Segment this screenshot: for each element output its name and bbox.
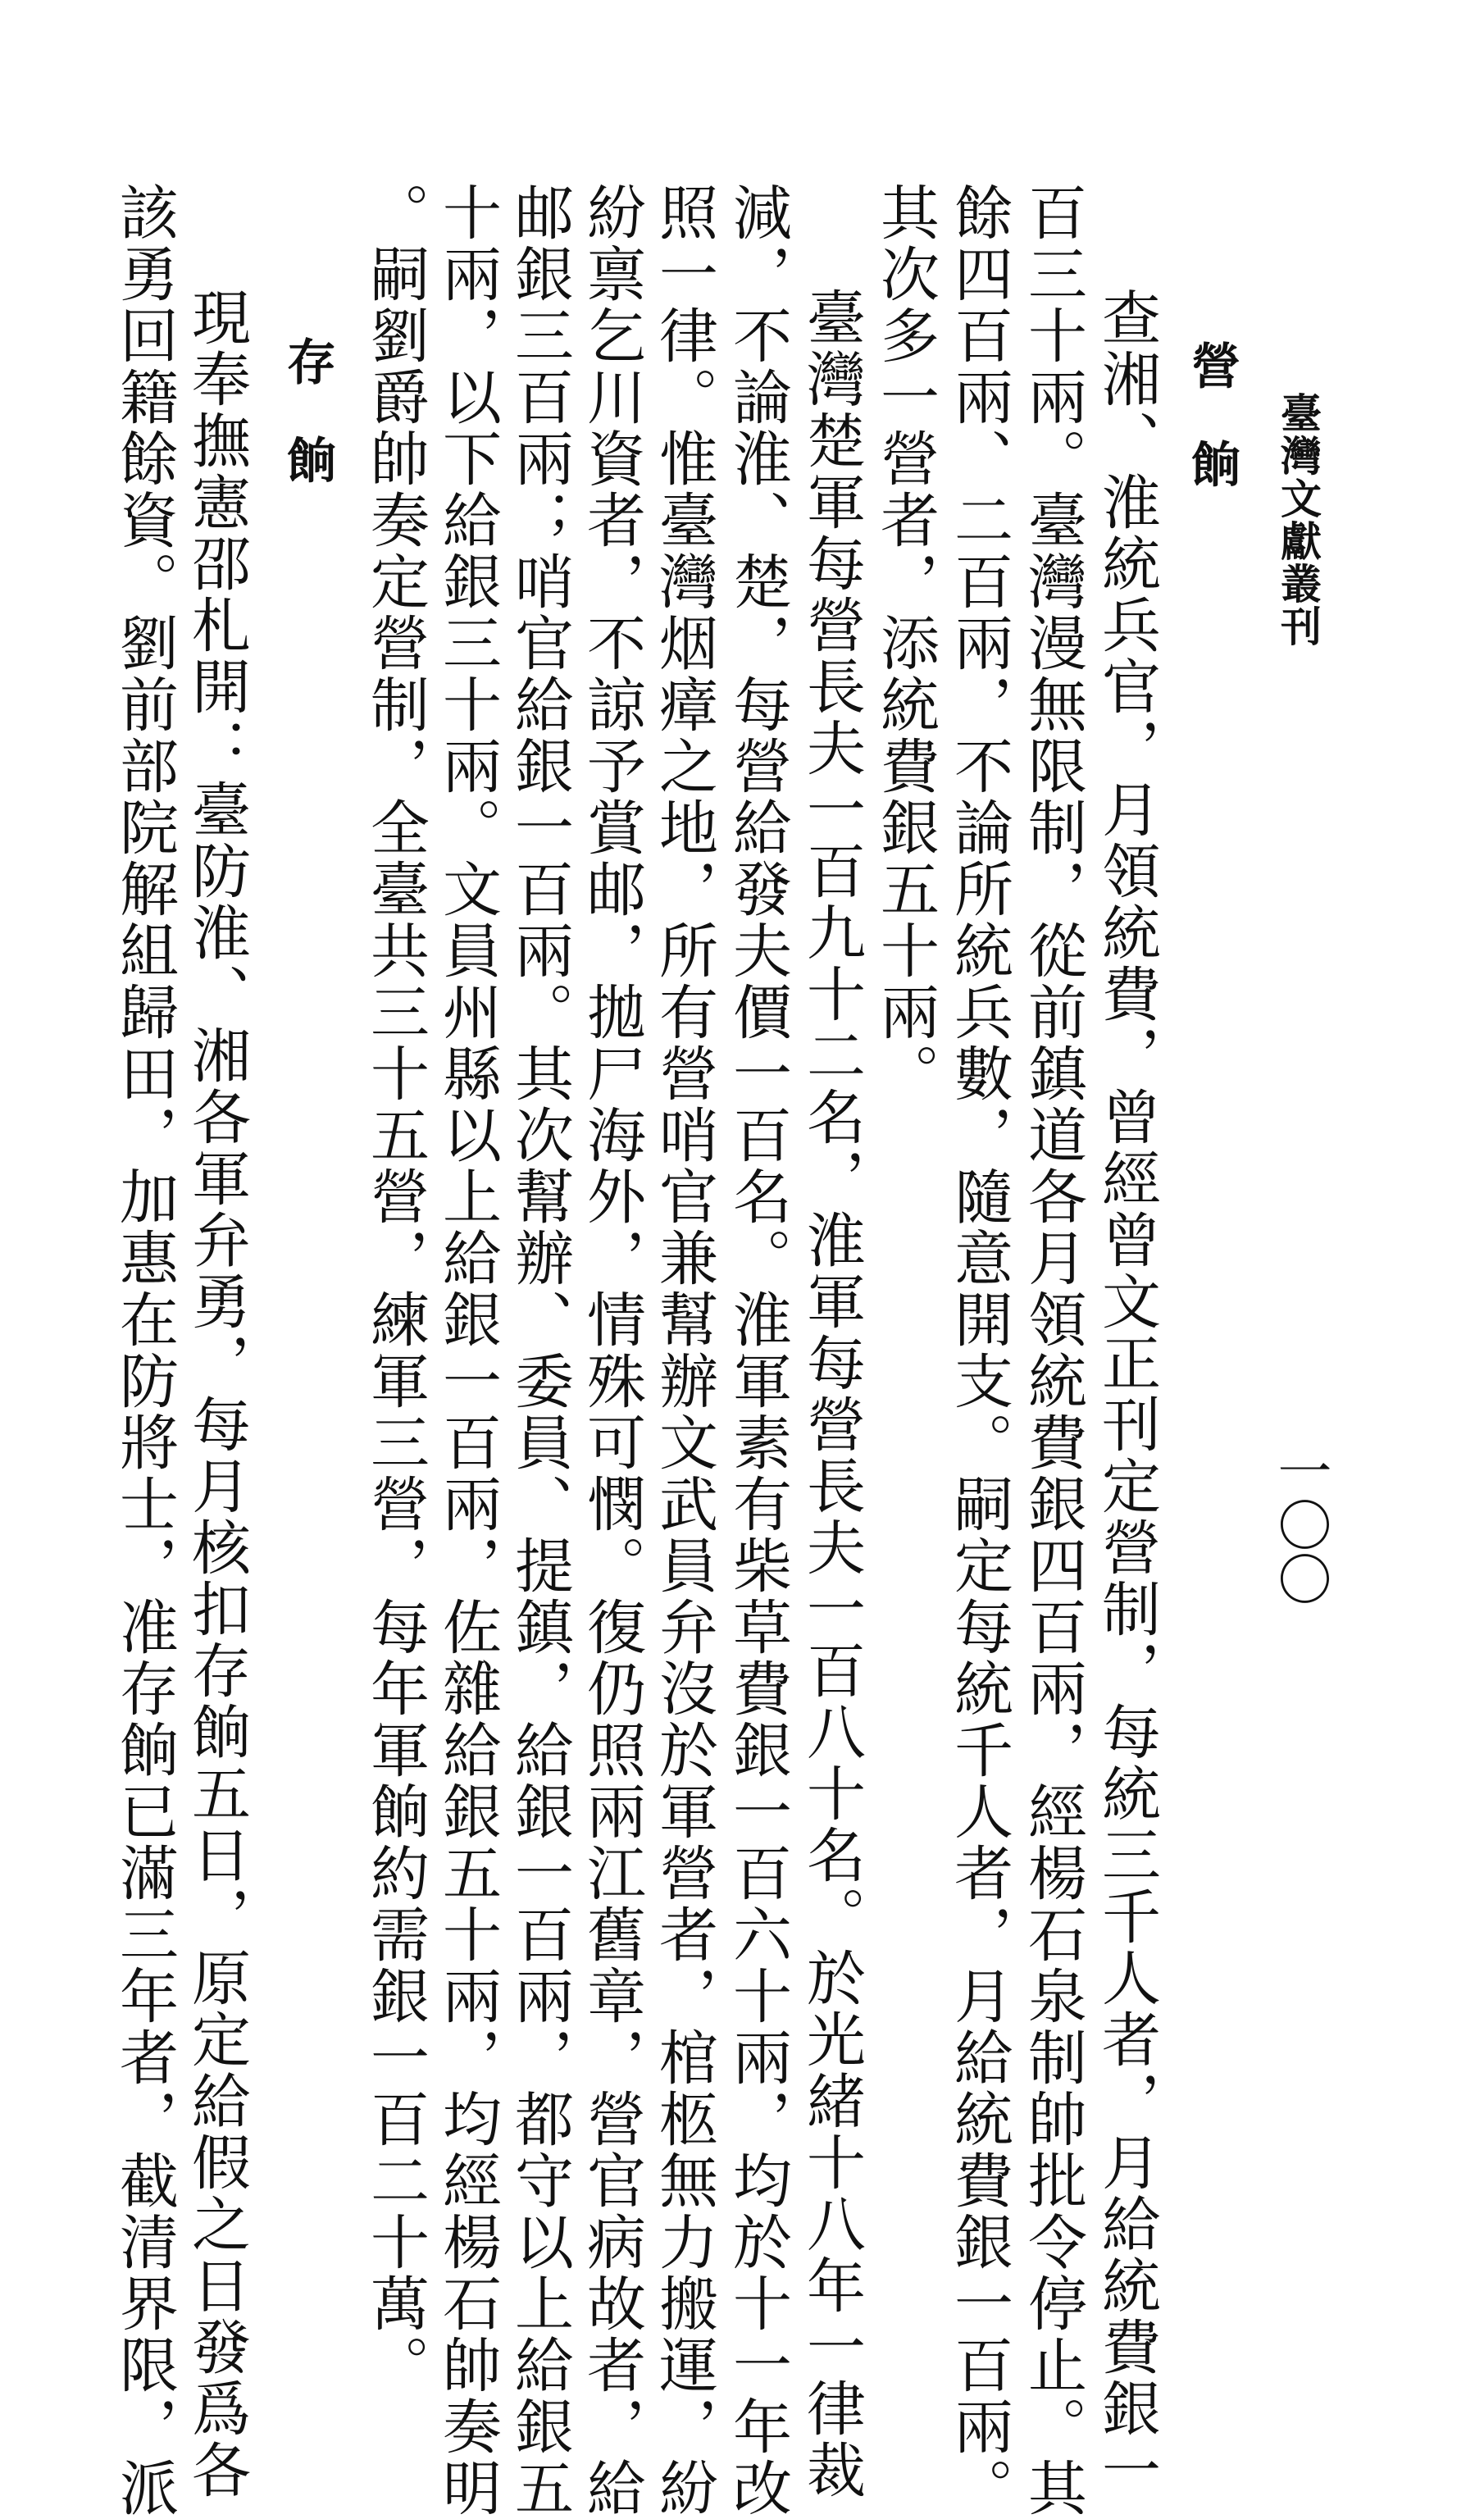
text-line: 現奉撫憲邵札開：臺防淮、湘各軍弁勇，每月核扣存餉五日，原定給假之日發爲各 (182, 287, 251, 2501)
text-line: 紛禀乞川資者，不諒予賞邮，拋尸海外，情殊可憫。復仍照兩江舊章，營官病故者，給 (577, 182, 646, 2519)
text-line: 臺灣楚軍每營長夫一百九十二名，淮軍每營長夫一百八十名。於光緒十八年一律裁 (797, 287, 866, 2501)
text-line: 。嗣劉爵帥奏定營制，全臺共三十五營，練軍三營，每年軍餉約需銀一百二十萬。 (361, 182, 430, 2396)
text-line: 邮銀三百兩；哨官給銀一百兩。其次幫辦、委員、提鎮，給銀一百兩，都守以上給銀五 (505, 182, 574, 2519)
page-number: 一〇〇 (1268, 1443, 1332, 1606)
series-title: 臺灣文獻叢刊 (1274, 392, 1322, 648)
text-line: 減，不論淮、楚，每營給發夫價一百名。淮軍素有柴草費銀一百六十兩，均於十一年改 (723, 182, 792, 2519)
text-line: 該勇回籍餘資。劉前部院解組歸田，加惠在防將士，准存餉已滿三年者，截清界限，派 (110, 182, 179, 2519)
text-line: 百三十兩。臺灣漫無限制，從前鎮道各月領統費銀四百兩，經楊石泉制帥批令停止。其 (1018, 182, 1087, 2519)
text-line: 查湘、淮統兵官，月領統費，曾經曾文正刊定營制，每統三千人者，月給統費銀一 (1092, 287, 1161, 2501)
text-line: 餘四百兩、二百兩，不論所統兵數，隨意開支。嗣定每統千人者，月給統費銀一百兩。 (945, 182, 1013, 2519)
text-line: 其次多一營者，添統費銀五十兩。 (871, 182, 940, 1105)
text-line: 十兩，以下給銀三十兩。文員州縣以上給銀一百兩，佐雜給銀五十兩，均經楊石帥奏明 (433, 182, 502, 2519)
text-line: 照一律。惟臺灣烟瘴之地，所有營哨官兼幫辦文武員弁沒於軍營者，棺柩無力搬運，紛 (649, 182, 718, 2519)
section-heading-savings: 存餉 (279, 336, 336, 533)
section-heading-pay: 營餉 (1183, 340, 1240, 537)
